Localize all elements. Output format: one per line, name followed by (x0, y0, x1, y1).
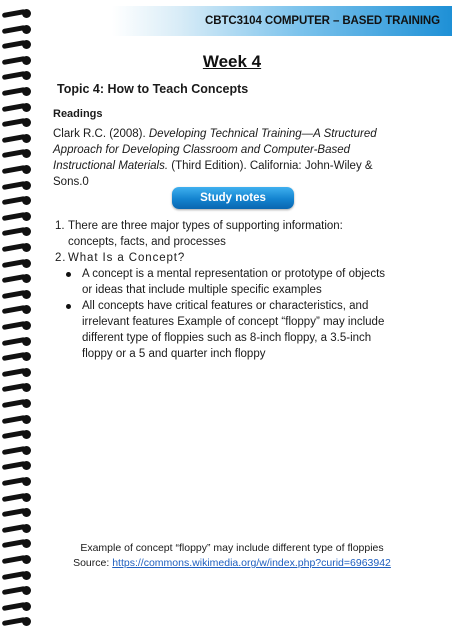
week-title: Week 4 (202, 52, 262, 71)
binding-ring (2, 242, 34, 254)
topic-title: Topic 4: How to Teach Concepts (57, 82, 249, 96)
binding-ring (2, 476, 34, 488)
binding-ring (2, 24, 34, 36)
binding-ring (2, 289, 34, 301)
binding-ring (2, 70, 34, 82)
binding-ring (2, 133, 34, 145)
list-item-text: There are three major types of supporting information: concepts, facts, and processes (68, 220, 343, 248)
binding-ring (2, 320, 34, 332)
list-item-number: 2. (55, 252, 67, 264)
study-notes-list (55, 218, 395, 362)
binding-ring (2, 195, 34, 207)
binding-ring (2, 616, 34, 628)
binding-ring (2, 507, 34, 519)
bullet-text: All concepts have critical features or characteristics, and irrelevant features Example of concept “floppy” may include different type of floppies such as 8-inch floppy, a 3.5-inch floppy or a 5 and quarter inch floppy (82, 300, 385, 360)
binding-ring (2, 414, 34, 426)
binding-ring (2, 398, 34, 410)
source-link[interactable]: https://commons.wikimedia.org/w/index.php?curid=6963942 (112, 557, 391, 569)
binding-ring (2, 601, 34, 613)
concept-bullets (55, 266, 395, 362)
binding-ring (2, 367, 34, 379)
bullet-icon (66, 304, 71, 309)
header-banner (112, 6, 452, 36)
bullet-text: A concept is a mental representation or prototype of objects or ideas that include multiple specific examples (82, 268, 386, 296)
caption-source (12, 556, 452, 571)
binding-ring (2, 273, 34, 285)
binding-ring (2, 585, 34, 597)
course-title: CBTC3104 COMPUTER – BASED TRAINING (205, 15, 440, 27)
binding-ring (2, 8, 34, 20)
binding-ring (2, 460, 34, 472)
list-item (55, 250, 395, 266)
citation-rest: (Third Edition). California: John-Wiley & Sons.0 (53, 160, 373, 188)
citation-author-year: Clark R.C. (2008). (53, 128, 149, 140)
binding-ring (2, 164, 34, 176)
binding-ring (2, 148, 34, 160)
binding-ring (2, 492, 34, 504)
source-label: Source: (73, 557, 113, 569)
citation-title: Developing Technical Training—A Structured Approach for Developing Classroom and Computer-Based Instructional Materials. (53, 128, 377, 172)
binding-ring (2, 304, 34, 316)
list-item-number: 1. (55, 220, 65, 232)
figure-caption (0, 541, 452, 571)
binding-ring (2, 445, 34, 457)
binding-ring (2, 336, 34, 348)
reading-citation (53, 126, 398, 190)
binding-ring (2, 258, 34, 270)
readings-heading: Readings (53, 108, 103, 120)
binding-ring (2, 86, 34, 98)
list-item-text: What Is a Concept? (68, 252, 186, 264)
binding-ring (2, 429, 34, 441)
bullet-item (55, 298, 395, 362)
binding-ring (2, 523, 34, 535)
binding-ring (2, 180, 34, 192)
binding-ring (2, 117, 34, 129)
bullet-item (55, 266, 395, 298)
list-item (55, 218, 395, 250)
study-notes-button[interactable]: Study notes (172, 187, 294, 209)
caption-text: Example of concept “floppy” may include different type of floppies (80, 542, 384, 554)
binding-ring (2, 211, 34, 223)
binding-ring (2, 226, 34, 238)
binding-ring (2, 39, 34, 51)
binding-ring (2, 351, 34, 363)
binding-ring (2, 570, 34, 582)
binding-ring (2, 102, 34, 114)
binding-ring (2, 382, 34, 394)
bullet-icon (66, 272, 71, 277)
